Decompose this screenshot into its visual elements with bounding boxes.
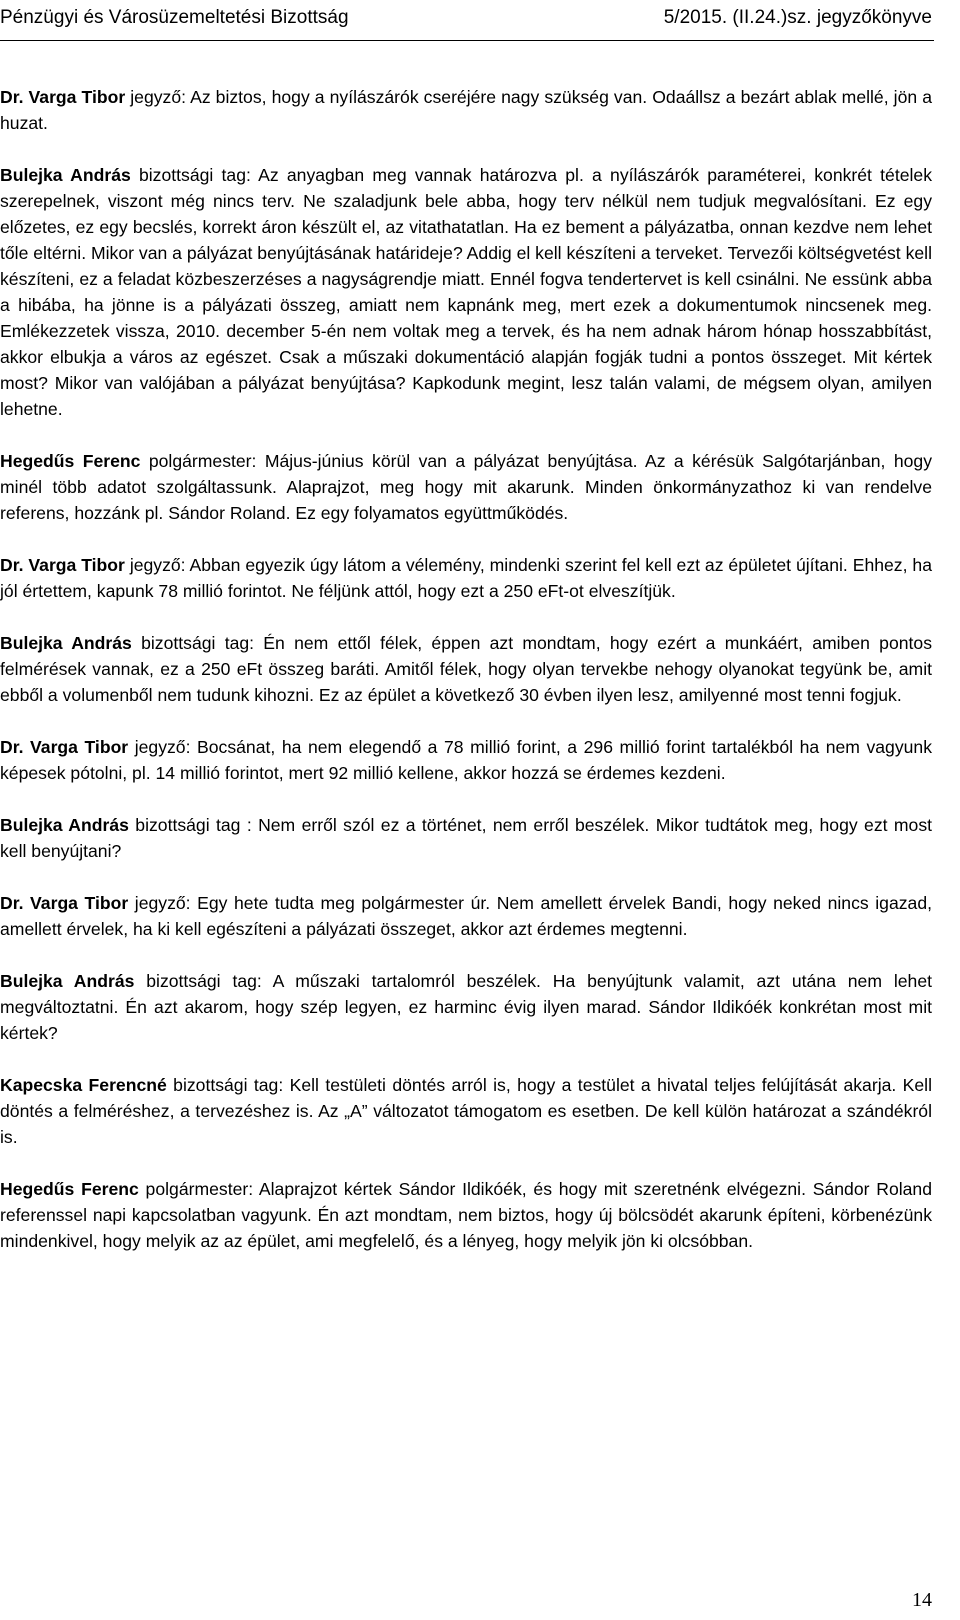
statement-text: bizottsági tag: Én nem ettől félek, éppen azt mondtam, hogy ezért a munkáért, amiben pontos felmérések vannak, ez a 250 eFt összeg baráti. Amitől félek, hogy olyan tervekbe nehogy olyanokat tegyünk be, amit ebből a volumenből nem tudunk kihozni. Ez az épület a következő 30 évben ilyen lesz, amilyenné most tenni fogjuk.: [0, 633, 932, 705]
statement-text: bizottsági tag: Az anyagban meg vannak határozva pl. a nyílászárók paraméterei, konkrét tételek szerepelnek, viszont még nincs terv. Ne szaladjunk bele abba, hogy terv nélkül nem tudjuk megvalósítani. Ez egy előzetes, ez egy becslés, korrekt áron készült el, az vitathatatlan. Ha ez bement a pályázatba, onnan kezdve nem lehet tőle eltérni. Mikor van a pályázat benyújtásának határideje? Addig el kell készíteni a terveket. Tervezői költségvetést kell készíteni, ez a feladat közbeszerzéses a nagyságrendje miatt. Ennél fogva tendertervet is kell csinálni. Ne essünk abba a hibába, ha jönne is a pályázati összeg, amiatt nem kapnánk meg, mert ezek a dokumentumok nincsenek meg. Emlékezzetek vissza, 2010. december 5-én nem voltak meg a tervek, és ha nem adnak három hónap hosszabbítást, akkor elbukja a város az egészet. Csak a műszaki dokumentáció alapján fogják tudni a pontos összeget. Mit kértek most? Mikor van valójában a pályázat benyújtása? Kapkodunk megint, lesz talán valami, de mégsem olyan, amilyen lehetne.: [0, 165, 932, 419]
minutes-paragraph: [0, 968, 932, 1046]
speaker-name: Dr. Varga Tibor: [0, 555, 125, 575]
statement-text: polgármester: Május-június körül van a pályázat benyújtása. Az a kérésük Salgótarjánban, hogy minél több adatot szolgáltassunk. Alaprajzot, meg hogy mit akarunk. Minden önkormányzathoz ki van rendelve referens, hozzánk pl. Sándor Roland. Ez egy folyamatos együttműködés.: [0, 451, 932, 523]
speaker-name: Hegedűs Ferenc: [0, 451, 141, 471]
speaker-name: Dr. Varga Tibor: [0, 893, 129, 913]
minutes-paragraph: [0, 890, 932, 942]
minutes-paragraph: [0, 734, 932, 786]
minutes-paragraph: [0, 1072, 932, 1150]
statement-text: jegyző: Bocsánat, ha nem elegendő a 78 millió forint, a 296 millió forint tartalékból ha nem vagyunk képesek pótolni, pl. 14 millió forintot, mert 92 millió kellene, akkor hozzá se érdemes kezdeni.: [0, 737, 932, 783]
page-header: [0, 0, 960, 40]
statement-text: bizottsági tag : Nem erről szól ez a történet, nem erről beszélek. Mikor tudtátok meg, hogy ezt most kell benyújtani?: [0, 815, 933, 861]
statement-text: polgármester: Alaprajzot kértek Sándor Ildikóék, és hogy mit szeretnénk elvégezni. Sándor Roland referenssel napi kapcsolatban vagyunk. Én azt mondtam, nem biztos, hogy új bölcsödét akarunk építeni, körbenézünk mindenkivel, hogy melyik az az épület, ami megfelelő, és a lényeg, hogy melyik jön ki olcsóbban.: [0, 1179, 932, 1251]
minutes-paragraph: [0, 84, 932, 136]
minutes-body: [0, 84, 932, 1280]
header-minutes-reference: 5/2015. (II.24.)sz. jegyzőkönyve: [663, 7, 932, 28]
speaker-name: Bulejka András: [0, 165, 131, 185]
speaker-name: Bulejka András: [0, 633, 132, 653]
minutes-paragraph: [0, 162, 932, 422]
speaker-name: Dr. Varga Tibor: [0, 87, 126, 107]
minutes-paragraph: [0, 448, 932, 526]
speaker-name: Hegedűs Ferenc: [0, 1179, 139, 1199]
header-committee-name: Pénzügyi és Városüzemeltetési Bizottság: [0, 7, 349, 28]
speaker-name: Bulejka András: [0, 815, 129, 835]
speaker-name: Bulejka András: [0, 971, 135, 991]
minutes-paragraph: [0, 630, 932, 708]
header-divider: [0, 40, 934, 41]
minutes-paragraph: [0, 1176, 932, 1254]
page-number: 14: [912, 1589, 932, 1611]
minutes-paragraph: [0, 812, 932, 864]
minutes-paragraph: [0, 552, 932, 604]
statement-text: jegyző: Egy hete tudta meg polgármester úr. Nem amellett érvelek Bandi, hogy neked nincs igazad, amellett érvelek, ha ki kell egészíteni a pályázati összeget, akkor azt érdemes megtenni.: [0, 893, 932, 939]
statement-text: bizottsági tag: Kell testületi döntés arról is, hogy a testület a hivatal teljes felújítását akarja. Kell döntés a felméréshez, a tervezéshez is. Az „A” változatot támogatom es esetben. De kell külön határozat a szándékról is.: [0, 1075, 932, 1147]
statement-text: jegyző: Abban egyezik úgy látom a vélemény, mindenki szerint fel kell ezt az épületet újítani. Ehhez, ha jól értettem, kapunk 78 millió forintot. Ne féljünk attól, hogy ezt a 250 eFt-ot elveszítjük.: [0, 555, 932, 601]
speaker-name: Kapecska Ferencné: [0, 1075, 167, 1095]
speaker-name: Dr. Varga Tibor: [0, 737, 129, 757]
statement-text: bizottsági tag: A műszaki tartalomról beszélek. Ha benyújtunk valamit, azt utána nem lehet megváltoztatni. Én azt akarom, hogy szép legyen, ez harminc évig ilyen marad. Sándor Ildikóék konkrétan most mit kértek?: [0, 971, 932, 1043]
statement-text: jegyző: Az biztos, hogy a nyílászárók cseréjére nagy szükség van. Odaállsz a bezárt ablak mellé, jön a huzat.: [0, 87, 932, 133]
